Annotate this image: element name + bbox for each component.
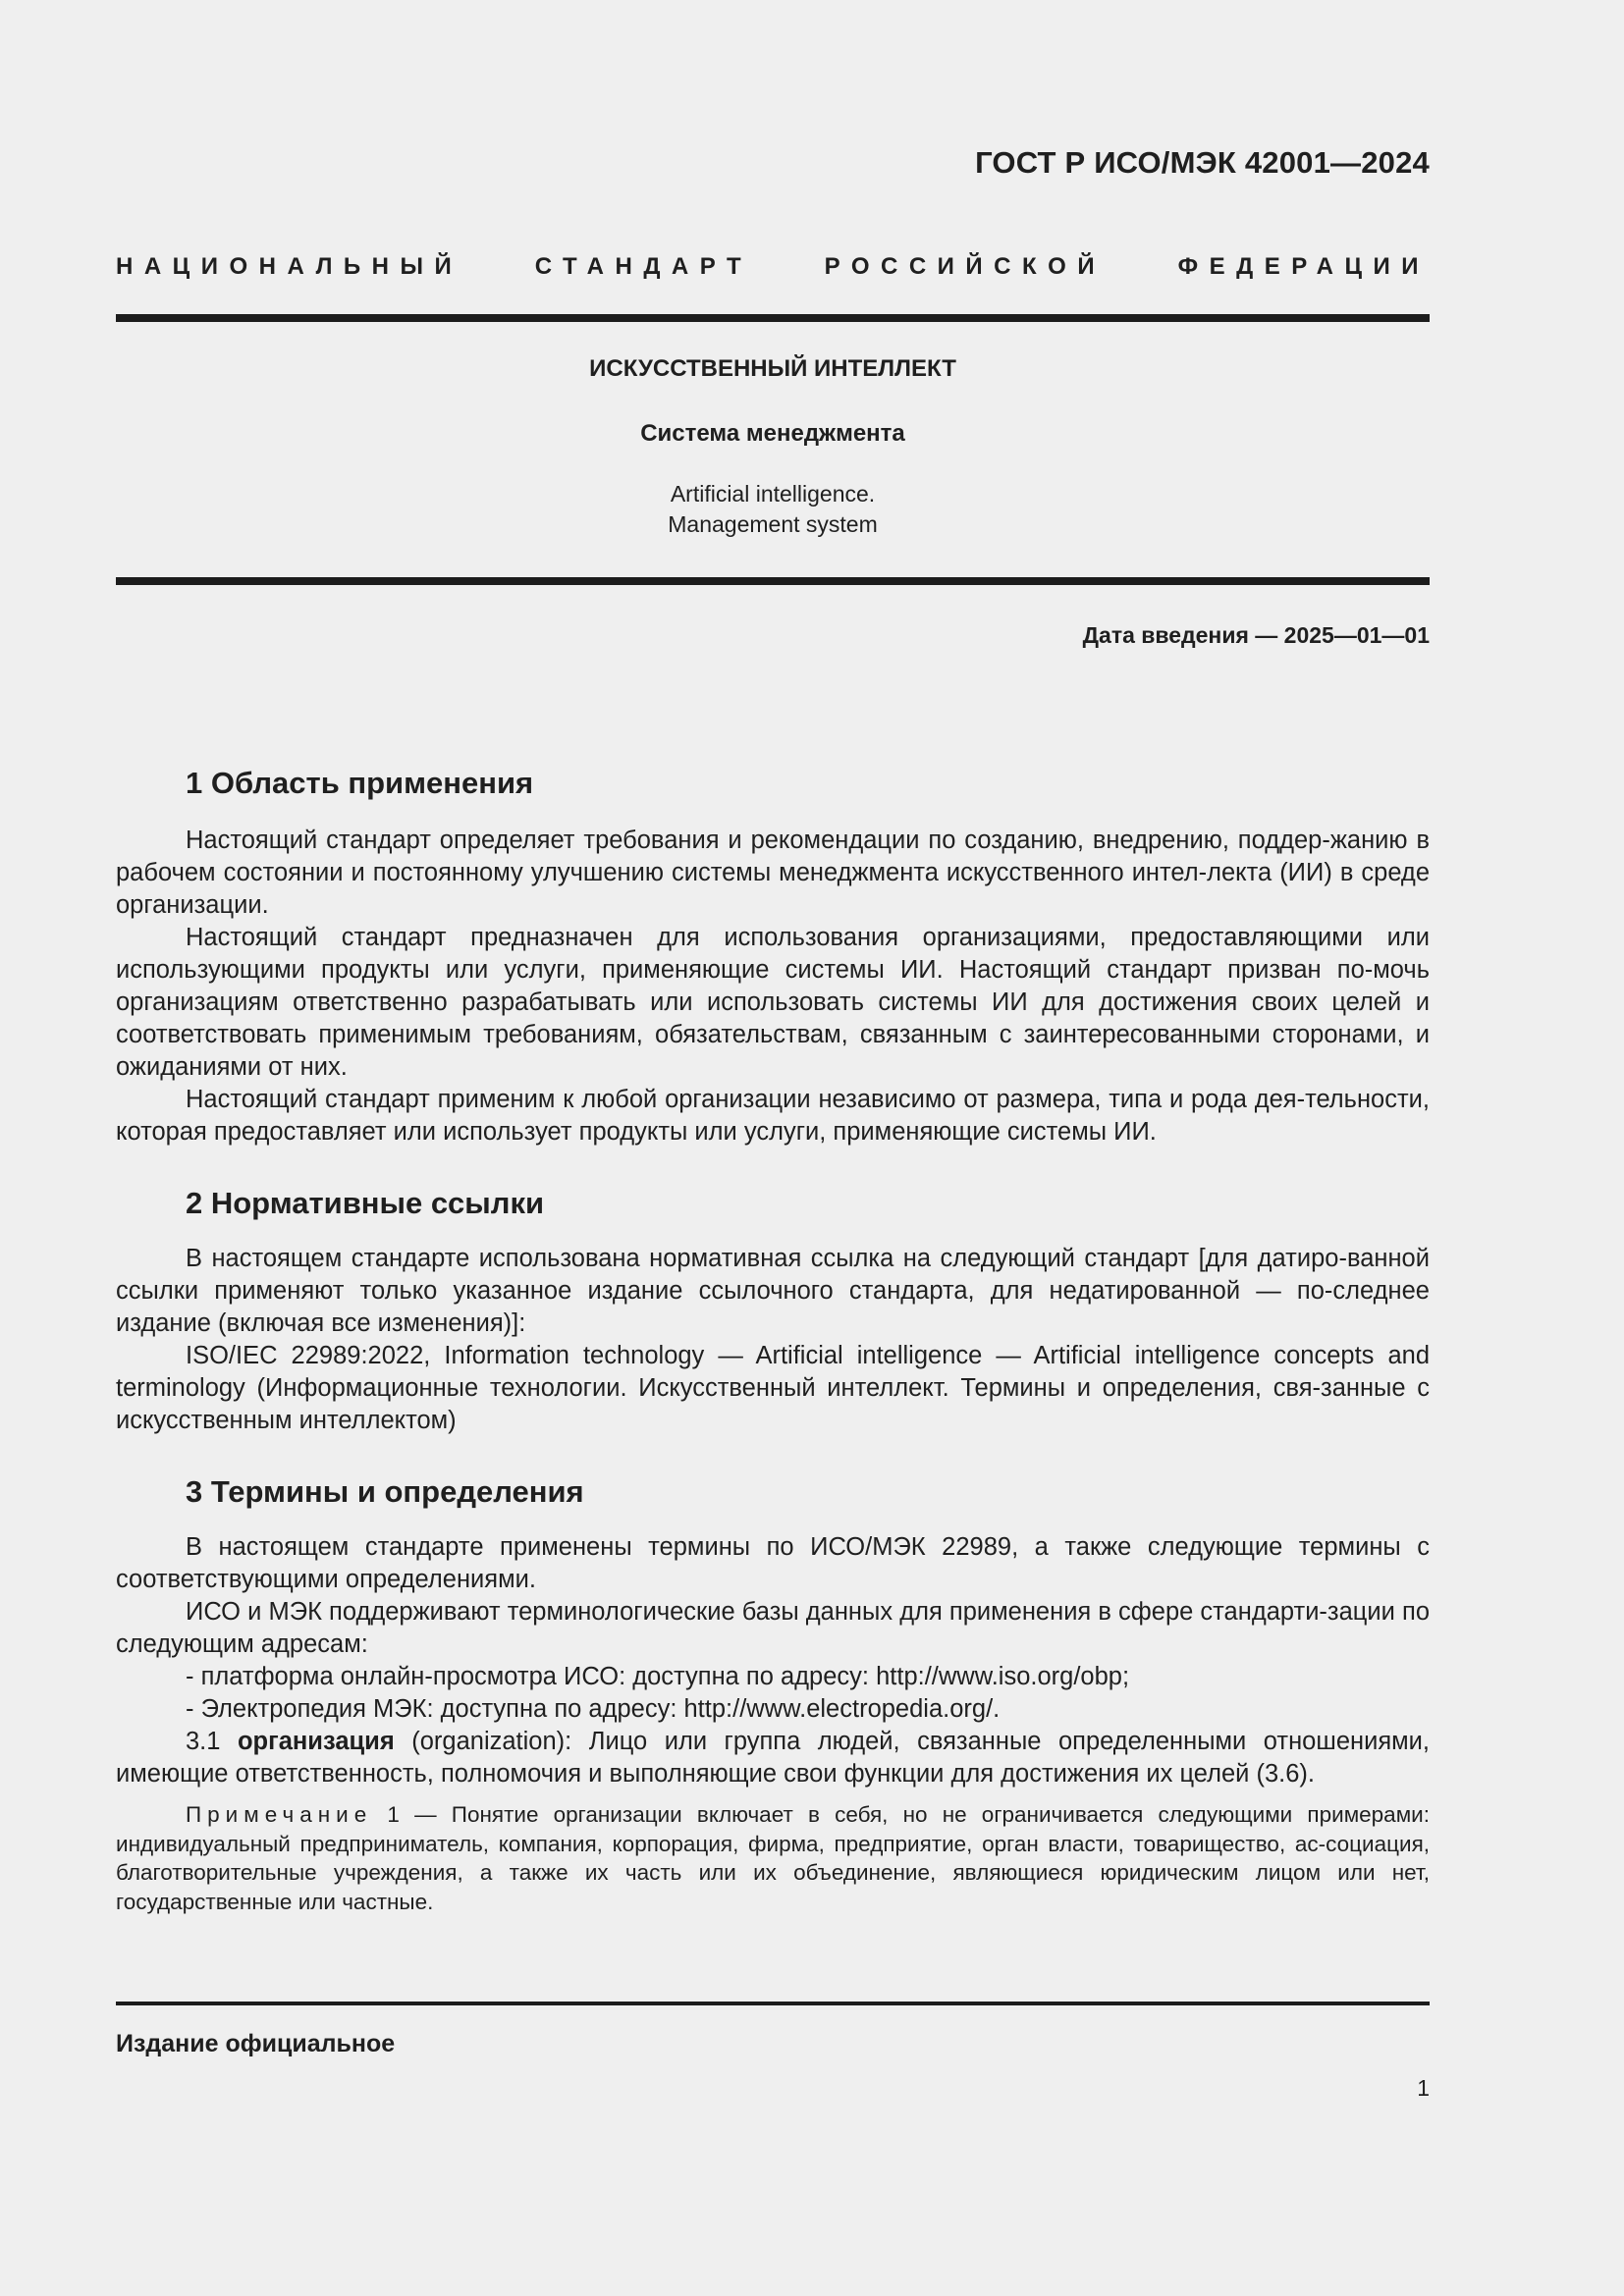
section-3-paragraph-1: В настоящем стандарте применены термины по ИСО/МЭК 22989, а также следующие термины с соответствующими определениями.: [116, 1533, 1430, 1593]
section-2-reference: ISO/IEC 22989:2022, Information technology — Artificial intelligence — Artificial intelligence concepts and terminology (Информационные технологии. Искусственный интеллект. Термины и определения, свя-занные с искусственным интеллектом): [116, 1342, 1430, 1434]
standard-subtitle: Система менеджмента: [640, 420, 905, 447]
section-1-heading: 1 Область применения: [186, 766, 534, 800]
effective-date: Дата введения — 2025—01—01: [1082, 622, 1430, 648]
page-number: 1: [1417, 2075, 1430, 2101]
term-name: организация: [237, 1728, 395, 1755]
note-text: 1 — Понятие организации включает в себя, но не ограничивается следующими примерами: индивидуальный предприниматель, компания, корпорация, фирма, предприятие, орган власти, товарищество, ас-социация, благотворительные учреждения, а также их часть или их объединение, являющиеся юридическим лицом или нет, государственные или частные.: [116, 1802, 1430, 1914]
document-number: ГОСТ Р ИСО/МЭК 42001—2024: [975, 145, 1430, 180]
term-number: 3.1: [186, 1728, 238, 1755]
section-1-paragraph-3: Настоящий стандарт применим к любой организации независимо от размера, типа и рода дея-тельности, которая предоставляет или использует продукты или услуги, применяющие системы ИИ.: [116, 1086, 1430, 1146]
english-title-line-1: Artificial intelligence.: [670, 481, 876, 507]
section-1-paragraph-1: Настоящий стандарт определяет требования и рекомендации по созданию, внедрению, поддер-жанию в рабочем состоянии и постоянному улучшению системы менеджмента искусственного интел-лекта (ИИ) в среде организации.: [116, 827, 1430, 919]
standard-title: ИСКУССТВЕННЫЙ ИНТЕЛЛЕКТ: [589, 355, 956, 382]
title-bottom-divider: [116, 577, 1430, 585]
section-3-paragraph-2: ИСО и МЭК поддерживают терминологические базы данных для применения в сфере стандарти-зации по следующим адресам:: [116, 1598, 1430, 1658]
term-definition-text: (organization): Лицо или группа людей, связанные определенными отношениями, имеющие ответственность, полномочия и выполняющие свои функции для достижения их целей (3.6).: [116, 1728, 1430, 1788]
section-2-heading: 2 Нормативные ссылки: [186, 1186, 545, 1220]
footer-divider: [116, 2002, 1430, 2005]
section-3-heading: 3 Термины и определения: [186, 1474, 584, 1509]
note-label: Примечание: [186, 1802, 373, 1827]
english-title: [116, 479, 1430, 540]
list-item: - Электропедия МЭК: доступна по адресу: http://www.electropedia.org/.: [186, 1695, 1001, 1723]
english-title-line-2: Management system: [668, 511, 878, 537]
national-standard-title: НАЦИОНАЛЬНЫЙ СТАНДАРТ РОССИЙСКОЙ ФЕДЕРАЦИИ: [116, 253, 1430, 280]
note: [116, 1800, 1430, 1916]
edition-label: Издание официальное: [116, 2030, 396, 2057]
top-divider: [116, 314, 1430, 322]
list-item: - платформа онлайн-просмотра ИСО: доступна по адресу: http://www.iso.org/obp;: [186, 1663, 1130, 1690]
term-definition: [116, 1726, 1430, 1790]
document-body: [116, 766, 1430, 1916]
section-1-paragraph-2: Настоящий стандарт предназначен для использования организациями, предоставляющими или использующими продукты или услуги, применяющие системы ИИ. Настоящий стандарт призван по-мочь организациям ответственно разрабатывать или использовать системы ИИ для достижения своих целей и соответствовать применимым требованиям, обязательствам, связанным с заинтересованными сторонами, и ожиданиями от них.: [116, 924, 1430, 1081]
section-2-paragraph-1: В настоящем стандарте использована нормативная ссылка на следующий стандарт [для датиро-ванной ссылки применяют только указанное издание ссылочного стандарта, для недатированной — по-следнее издание (включая все изменения)]:: [116, 1245, 1430, 1337]
